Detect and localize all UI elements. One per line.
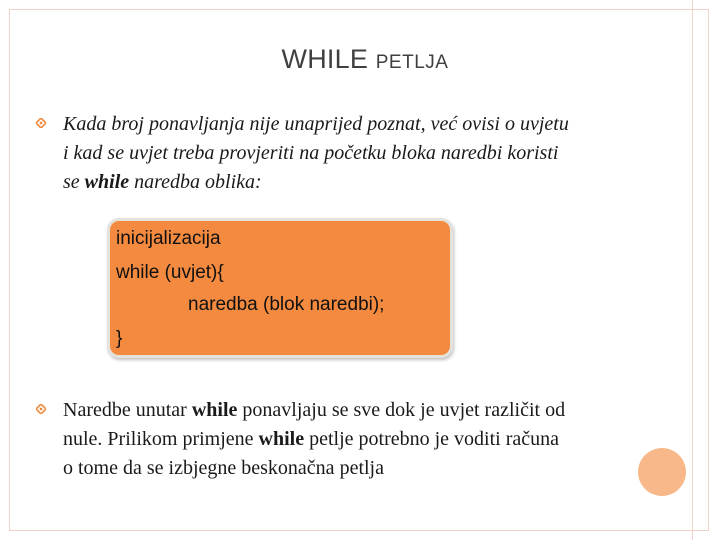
keyword-while: while: [84, 171, 130, 193]
code-line-2: while (uvjet){: [116, 262, 224, 283]
title-rest: PETLJA: [375, 52, 449, 73]
paragraph-2-line-3: o tome da se izbjegne beskonačna petlja: [63, 457, 384, 479]
decorative-circle: [638, 448, 686, 496]
text-segment: Naredbe unutar: [63, 399, 192, 421]
text-segment: naredba oblika:: [129, 171, 262, 193]
paragraph-2-line-1: [63, 396, 683, 425]
paragraph-1-line-2: i kad se uvjet treba provjeriti na početku bloka naredbi koristi: [63, 142, 559, 164]
slide-title: [0, 44, 720, 75]
keyword-while: while: [191, 399, 238, 421]
paragraph-2: [63, 396, 683, 483]
bullet-icon: [36, 118, 46, 128]
paragraph-1-line-3: [63, 168, 683, 197]
paragraph-1: [63, 110, 683, 197]
paragraph-2-line-2: [63, 425, 683, 454]
code-line-3: naredba (blok naredbi);: [188, 294, 385, 315]
keyword-while: while: [258, 428, 305, 450]
bullet-icon: [36, 404, 46, 414]
text-segment: ponavljaju se sve dok je uvjet različit od: [237, 399, 566, 421]
code-line-1: inicijalizacija: [116, 228, 221, 249]
paragraph-1-line-1: Kada broj ponavljanja nije unaprijed poznat, već ovisi o uvjetu: [63, 113, 569, 135]
text-segment: petlje potrebno je voditi računa: [304, 428, 560, 450]
code-line-4: }: [116, 328, 123, 349]
text-segment: se: [63, 171, 85, 193]
title-main: WHILE: [281, 44, 369, 74]
text-segment: nule. Prilikom primjene: [63, 428, 259, 450]
slide-frame-line: [692, 0, 693, 540]
